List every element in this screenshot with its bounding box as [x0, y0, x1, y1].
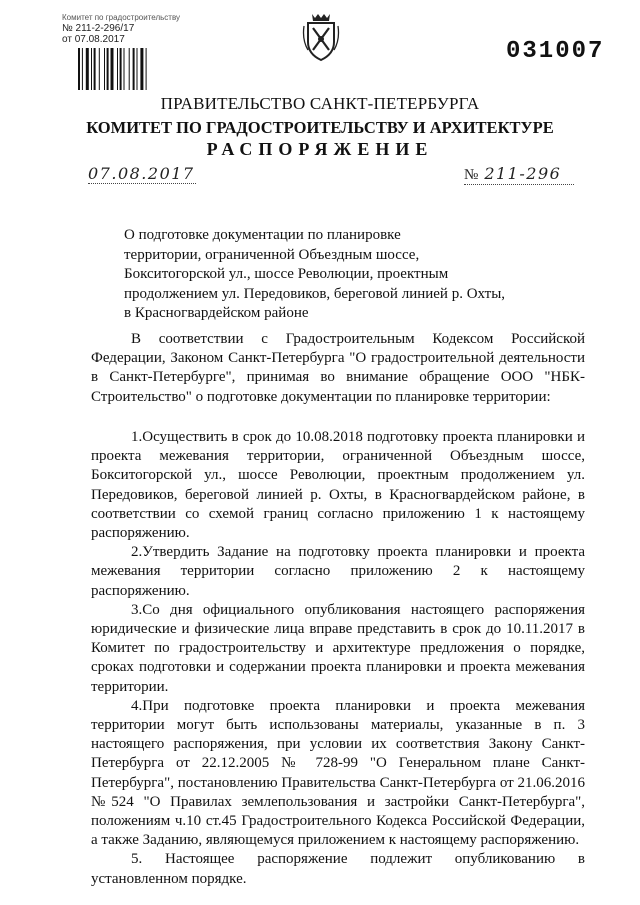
- order-item-2: 2.Утвердить Задание на подготовку проекта планировки и проекта межевания территории согласно приложению 2 к настоящему распоряжению.: [91, 544, 585, 599]
- stamp-organization: Комитет по градостроительству: [62, 13, 181, 22]
- order-date: 07.08.2017: [88, 164, 195, 183]
- order-item-3: 3.Со дня официального опубликования настоящего распоряжения юридические и физические лица вправе представить в срок до 10.11.2017 в Комитет по градостроительству и архитектуре предложения о порядке, сроках подготовки и содержании проекта планировки и проекта межевания территории.: [91, 601, 585, 695]
- registration-number: 031007: [506, 38, 605, 65]
- subject-line: О подготовке документации по планировке: [124, 227, 401, 243]
- order-item-1: 1.Осуществить в срок до 10.08.2018 подготовку проекта планировки и проекта межевания территории, ограниченной Объездным шоссе, Бокситогорской ул., шоссе Революции, проектным продолжением ул. Передовиков, береговой линией р. Охты, в Красногвардейском районе, в соответствии со схемой границ согласно приложению 1 к настоящему распоряжению.: [91, 429, 585, 542]
- registration-stamp: [62, 12, 182, 45]
- order-item-5: 5. Настоящее распоряжение подлежит опубликованию в установленном порядке.: [91, 851, 585, 887]
- stamp-date: от 07.08.2017: [62, 34, 125, 45]
- subject-line: Бокситогорской ул., шоссе Революции, проектным: [124, 266, 449, 283]
- subject-line: продолжением ул. Передовиков, береговой линией р. Охты,: [124, 285, 506, 302]
- subject-line: в Красногвардейском районе: [124, 305, 309, 322]
- document-type: РАСПОРЯЖЕНИЕ: [206, 139, 434, 159]
- order-item-4: 4.При подготовке проекта планировки и проекта межевания территории могут быть использованы материалы, указанные в п. 3 настоящего распоряжения, при условии их соответствия Закону Санкт-Петербурга от 22.12.2005 № 728-99 "О Генеральном плане Санкт-Петербурга", постановлению Правительства Санкт-Петербурга от 21.06.2016 №524 "О Правилах землепользования и застройки Санкт-Петербурга", положениям ч.10 ст.45 Градостроительного Кодекса Российской Федерации, а также Заданию, являющемуся приложением к настоящему распоряжению.: [91, 697, 585, 849]
- subject-line: территории, ограниченной Объездным шоссе,: [124, 246, 420, 263]
- number-sign: №: [464, 167, 479, 183]
- preamble-text: В соответствии с Градостроительным Кодексом Российской Федерации, Законом Санкт-Петербурга "О градостроительной деятельности в Санкт-Петербурге", принимая во внимание обращение ООО "НБК-Строительство" о подготовке документации по планировке территории:: [91, 331, 585, 405]
- order-number-field: [464, 164, 574, 185]
- order-items: [91, 428, 585, 889]
- committee-title: КОМИТЕТ ПО ГРАДОСТРОИТЕЛЬСТВУ И АРХИТЕКТУРЕ: [86, 118, 554, 137]
- government-title: ПРАВИТЕЛЬСТВО САНКТ-ПЕТЕРБУРГА: [160, 94, 480, 113]
- preamble-paragraph: [91, 330, 585, 407]
- coat-of-arms-emblem: [302, 10, 340, 64]
- stamp-number: № 211-2-296/17: [62, 23, 135, 34]
- order-number: 211-296: [484, 164, 562, 183]
- order-subject: [124, 226, 506, 324]
- barcode: [78, 48, 164, 90]
